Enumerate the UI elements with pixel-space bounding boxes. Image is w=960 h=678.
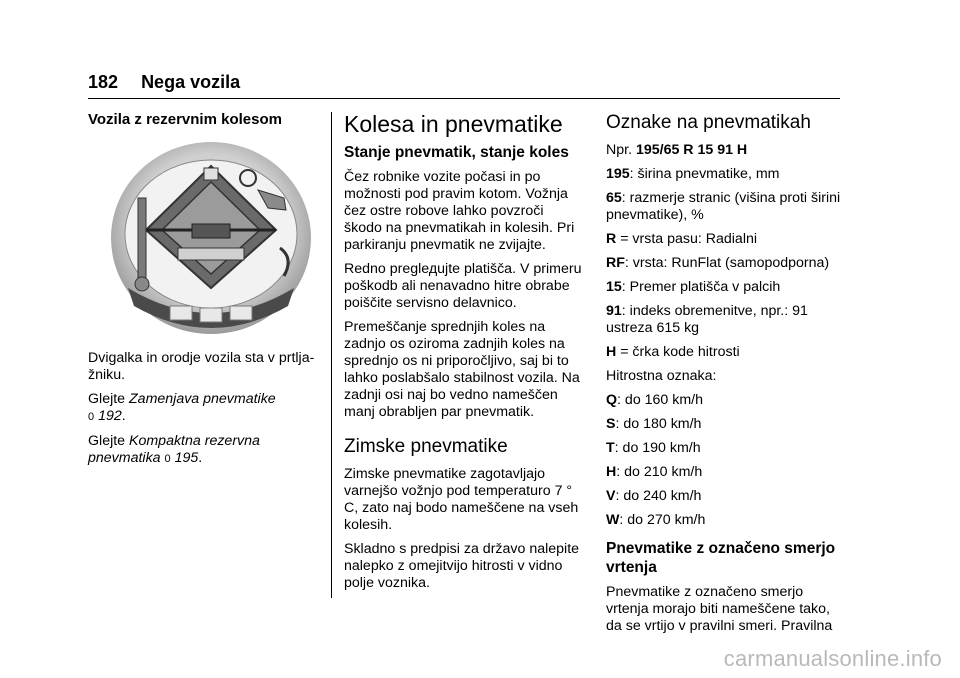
column-tire-markings [606, 111, 846, 642]
paragraph-3: Premeščanje sprednjih koles na zadnjo os oziroma zadnjih koles na sprednjo os ni priporočljivo, saj bi to lahko poslabšalo stabilnost vozila. Na zadnji osi naj bo vedno nameščen manj obrabljen par pnevmatik. [344, 319, 580, 420]
marking-item: 15: Premer platišča v palcih [606, 279, 781, 295]
directional-tires-heading: Pnevmatike z označeno smerjo vrtenja [606, 540, 836, 576]
column-wheels-tires [344, 111, 582, 599]
speed-item: S: do 180 km/h [606, 416, 702, 432]
figure-caption: Dvigalka in orodje vozila sta v prtlja‐ žniku. [88, 350, 315, 383]
page-ref-arrow-icon: 0 [164, 453, 171, 465]
marking-item: 91: indeks obremenitve, npr.: 91 ustreza 615 kg [606, 303, 808, 336]
speed-item: V: do 240 km/h [606, 488, 702, 504]
wheels-tires-title: Kolesa in pnevmatike [344, 111, 563, 137]
page-ref-arrow-icon: 0 [88, 411, 95, 423]
speed-item: H: do 210 km/h [606, 464, 703, 480]
watermark: carmanualsonline.info [723, 646, 942, 671]
page-header [88, 72, 240, 93]
paragraph-1: Čez robnike vozite počasi in po možnosti pod pravim kotom. Vožnja čez ostre robove lahko povzroči škodo na pnevmatikah in kolesih. Pri parkiranju pnevmatik ne zvijajte. [344, 169, 575, 253]
tire-condition-heading: Stanje pnevmatik, stanje koles [344, 144, 569, 161]
tire-markings-title: Oznake na pnevmatikah [606, 112, 811, 133]
paragraph-5: Skladno s predpisi za državo nalepite nalepko z omejitvijo hitrosti v vidno polje voznika. [344, 541, 580, 591]
paragraph-2: Redno preglедujte platišča. V primeru poškodb ali nenavadno hitre obrabe poiščite servisno delavnico. [344, 261, 582, 311]
ref-tire-change-link[interactable]: Zamenjava pnevmatike [129, 391, 276, 407]
ref-tire-change-page[interactable]: 192 [98, 408, 122, 424]
example-line: Npr. 195/65 R 15 91 H [606, 142, 748, 158]
ref-compact-spare-link[interactable]: Kompaktna rezervna pnevmatika [88, 433, 260, 466]
marking-item: 195: širina pnevmatike, mm [606, 166, 780, 182]
spare-wheel-heading: Vozila z rezervnim kolesom [88, 111, 282, 128]
marking-item: RF: vrsta: RunFlat (samopodporna) [606, 255, 830, 271]
marking-item: 65: razmerje stranic (višina proti širini pnevmatike), % [606, 190, 841, 223]
speed-item: T: do 190 km/h [606, 440, 701, 456]
paragraph-4: Zimske pnevmatike zagotavljajo varnejšo vožnjo pod temperaturo 7 ° C, zato naj bodo nameščene na vseh kolesih. [344, 466, 579, 533]
marking-item: R = vrsta pasu: Radialni [606, 231, 758, 247]
column-spare-wheel [88, 111, 322, 475]
speed-item: Q: do 160 km/h [606, 392, 704, 408]
speed-label: Hitrostna oznaka: [606, 368, 717, 384]
marking-item: H = črka kode hitrosti [606, 344, 740, 360]
ref-compact-spare: Glejte Kompaktna rezervna pnevmatika 0 195. [88, 433, 260, 466]
directional-paragraph: Pnevmatike z označeno smerjo vrtenja morajo biti nameščene tako, da se vrtijo v pravilni smeri. Pravilna [606, 584, 833, 634]
ref-compact-spare-page[interactable]: 195 [174, 450, 199, 466]
page-number: 182 [88, 72, 119, 92]
ref-tire-change: Glejte Zamenjava pnevmatike 0 192. [88, 391, 276, 424]
jack-and-tools-illustration [108, 138, 314, 338]
section-title: Nega vozila [141, 72, 241, 92]
header-rule [88, 98, 840, 99]
speed-item: W: do 270 km/h [606, 512, 706, 528]
winter-tires-heading: Zimske pnevmatike [344, 436, 508, 457]
column-divider [331, 112, 332, 598]
